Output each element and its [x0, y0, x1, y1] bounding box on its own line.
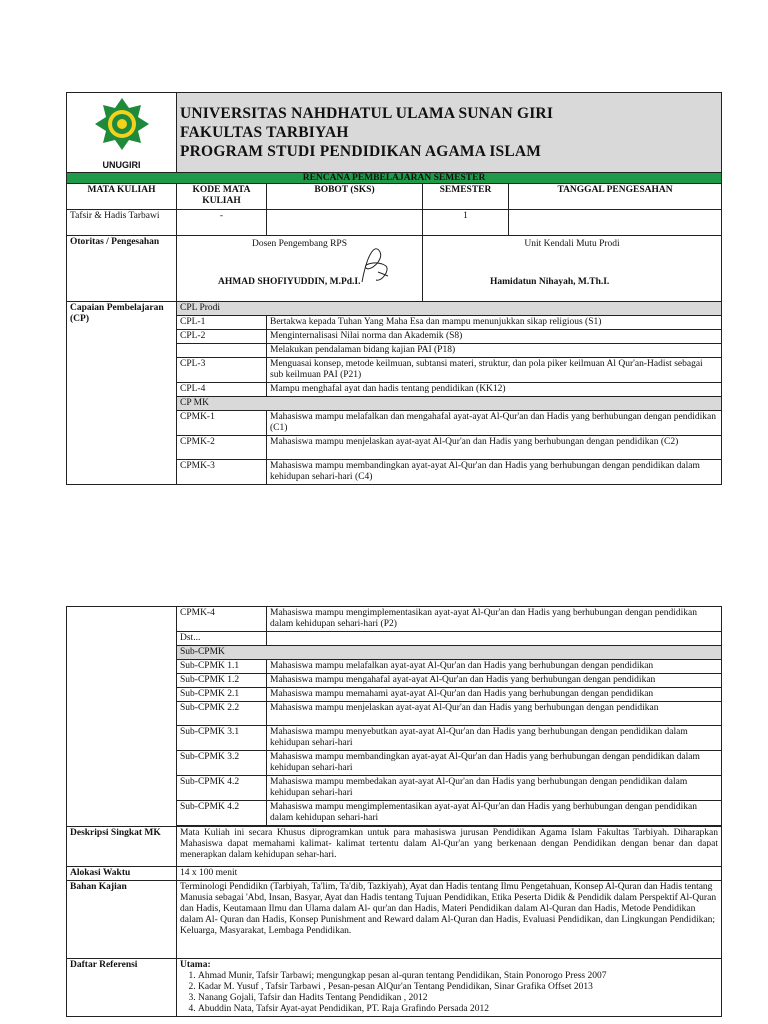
course-weight: [267, 210, 423, 236]
developer-name: AHMAD SHOFIYUDDIN, M.Pd.I.: [218, 277, 361, 287]
qa-cell: [423, 236, 722, 302]
cpl-code: CPL-3: [177, 358, 267, 383]
cpl-code: CPL-4: [177, 383, 267, 397]
time-allocation: 14 x 100 menit: [177, 867, 722, 881]
sub-cpmk-text: Mahasiswa mampu memahami ayat-ayat Al-Qur'an dan Hadis yang berhubungan dengan pendidikan: [267, 688, 722, 702]
course-code: -: [177, 210, 267, 236]
time-label: Alokasi Waktu: [67, 867, 177, 881]
description-label: Deskripsi Singkat MK: [67, 827, 177, 867]
sub-cpmk-code: Sub-CPMK 3.2: [177, 751, 267, 776]
sub-cpmk-text: Mahasiswa mampu melafalkan ayat-ayat Al-Qur'an dan Hadis yang berhubungan dengan pendidikan: [267, 660, 722, 674]
refs-label: Daftar Referensi: [67, 959, 177, 1017]
sub-cpmk-text: Mahasiswa mampu mengimplementasikan ayat-ayat Al-Qur'an dan Hadis yang berhubungan dengan pendidikan dalam kehidupan sehari-hari: [267, 801, 722, 826]
developer-cell: [177, 236, 423, 302]
program-name: PROGRAM STUDI PENDIDIKAN AGAMA ISLAM: [180, 143, 542, 160]
cpl-text: Menginternalisasi Nilai norma dan Akademik (S8): [267, 330, 722, 344]
university-logo-icon: [87, 94, 157, 160]
cpl-code: CPL-2: [177, 330, 267, 344]
list-item: 1. Ahmad Munir, Tafsir Tarbawi; mengungkap pesan al-quran tentang Pendidikan, Stain Ponorogo Press 2007: [198, 971, 718, 982]
cpmk-text: Mahasiswa mampu melafalkan dan mengahafal ayat-ayat Al-Qur'an dan Hadis yang berhubungan dengan pendidikan (C1): [267, 411, 722, 436]
col-weight: BOBOT (SKS): [267, 184, 423, 210]
sub-cpmk-text: Mahasiswa mampu membedakan ayat-ayat Al-Qur'an dan Hadis yang berhubungan dengan pendidikan dalam kehidupan sehari-hari: [267, 776, 722, 801]
cpl-code: CPL-1: [177, 316, 267, 330]
cpmk-code: Dst...: [177, 632, 267, 646]
sub-cpmk-code: Sub-CPMK 4.2: [177, 801, 267, 826]
sub-cpmk-code: Sub-CPMK 4.2: [177, 776, 267, 801]
logo-text: UNUGIRI: [102, 160, 141, 170]
col-semester: SEMESTER: [423, 184, 509, 210]
cpl-text: Mampu menghafal ayat dan hadis tentang pendidikan (KK12): [267, 383, 722, 397]
sub-cpmk-header: Sub-CPMK: [177, 646, 722, 660]
references-cell: [177, 959, 722, 1017]
table-row: [67, 607, 722, 632]
sub-cpmk-text: Mahasiswa mampu menyebutkan ayat-ayat Al-Qur'an dan Hadis yang berhubungan dengan pendidikan dalam kehidupan sehari-hari: [267, 726, 722, 751]
rps-continuation-table: [66, 606, 722, 1017]
sub-cpmk-code: Sub-CPMK 1.1: [177, 660, 267, 674]
logo-cell: [67, 93, 177, 173]
cpmk-header: CP MK: [177, 397, 722, 411]
cpmk-code: CPMK-2: [177, 436, 267, 460]
university-name: UNIVERSITAS NAHDHATUL ULAMA SUNAN GIRI: [180, 105, 554, 122]
study-material: Terminologi Pendidikn (Tarbiyah, Ta'lim, Ta'dib, Tazkiyah), Ayat dan Hadis tentang Ilmu Pengetahuan, Konsep Al-Quran dan Hadis tentang Manusia sebagai 'Abd, Insan, Basyar, Ayat dan Hadis tentang Tujuan Pendidikan, Etika Peserta Didik & Pendidik dalam Perspektif Al-Quran dan Hadis, Keutamaan Ilmu dan Ulama dalam Al- qur'an dan Hadis, Materi Pendidikan dalam Al-Quran dan Hadis, Metode Pendidikan dalam Al- Quran dan Hadis, Konsep Punishment and Reward dalam Al-Quran dan Hadis, Evaluasi Pendidikan, dan Lingkungan Pendidikan; Keluarga, Masyarakat, Lembaga Pendidikan.: [177, 881, 722, 959]
cpl-code: [177, 344, 267, 358]
document-title: RENCANA PEMBELAJARAN SEMESTER: [67, 173, 722, 184]
sub-cpmk-code: Sub-CPMK 3.1: [177, 726, 267, 751]
col-course: MATA KULIAH: [67, 184, 177, 210]
cpl-text: Melakukan pendalaman bidang kajian PAI (P18): [267, 344, 722, 358]
list-item: 3. Nanang Gojali, Tafsir dan Hadits Tentang Pendidikan , 2012: [198, 993, 718, 1004]
sub-cpmk-text: Mahasiswa mampu menjelaskan ayat-ayat Al-Qur'an dan Hadis yang berhubungan dengan pendidikan: [267, 702, 722, 726]
cpl-text: Bertakwa kepada Tuhan Yang Maha Esa dan mampu menunjukkan sikap religious (S1): [267, 316, 722, 330]
course-description: Mata Kuliah ini secara Khusus diprogramkan untuk para mahasiswa jurusan Pendidikan Agama Islam Fakultas Tarbiyah. Diharapkan Mahasiswa dapat memahami kalimat- kalimat tertentu dalam Al-Qur'an yang berkenaan dengan Pendidikan dengan benar dan dapat menerapkan dalam kehidupan sehar-hari.: [177, 827, 722, 867]
list-item: 4. Abuddin Nata, Tafsir Ayat-ayat Pendidikan, PT. Raja Grafindo Persada 2012: [198, 1004, 718, 1015]
cpl-header: CPL Prodi: [177, 302, 722, 316]
authority-label: Otoritas / Pengesahan: [67, 236, 177, 302]
cpmk-code: CPMK-3: [177, 460, 267, 485]
sub-cpmk-text: Mahasiswa mampu membandingkan ayat-ayat Al-Qur'an dan Hadis yang berhubungan dengan pendidikan dalam kehidupan sehari-hari: [267, 751, 722, 776]
outcomes-label: Capaian Pembelajaran (CP): [67, 302, 177, 485]
outcomes-label-continued: [67, 607, 177, 827]
col-date: TANGGAL PENGESAHAN: [509, 184, 722, 210]
cpmk-text: [267, 632, 722, 646]
cpmk-text: Mahasiswa mampu membandingkan ayat-ayat Al-Qur'an dan Hadis yang berhubungan dengan pendidikan dalam kehidupan sehari-hari (C4): [267, 460, 722, 485]
sub-cpmk-text: Mahasiswa mampu mengahafal ayat-ayat Al-Qur'an dan Hadis yang berhubungan dengan pendidikan: [267, 674, 722, 688]
cpl-text: Menguasai konsep, metode keilmuan, subtansi materi, struktur, dan pola piker keilmuan Al Qur'an-Hadist sebagai sub keilmuan PAI (P21): [267, 358, 722, 383]
faculty-name: FAKULTAS TARBIYAH: [180, 124, 349, 141]
sub-cpmk-code: Sub-CPMK 1.2: [177, 674, 267, 688]
cpmk-text: Mahasiswa mampu mengimplementasikan ayat-ayat Al-Qur'an dan Hadis yang berhubungan dengan pendidikan dalam kehidupan sehari-hari (P2): [267, 607, 722, 632]
course-name: Tafsir & Hadis Tarbawi: [67, 210, 177, 236]
reference-list: [180, 971, 718, 1015]
rps-header-table: [66, 92, 722, 485]
col-code: KODE MATA KULIAH: [177, 184, 267, 210]
institution-header: [177, 93, 722, 173]
signature-icon: [358, 242, 392, 288]
sub-cpmk-code: Sub-CPMK 2.1: [177, 688, 267, 702]
material-label: Bahan Kajian: [67, 881, 177, 959]
qa-role: Unit Kendali Mutu Prodi: [524, 239, 620, 249]
course-date: [509, 210, 722, 236]
developer-role: Dosen Pengembang RPS: [252, 239, 347, 249]
cpmk-text: Mahasiswa mampu menjelaskan ayat-ayat Al-Qur'an dan Hadis yang berhubungan dengan pendidikan (C2): [267, 436, 722, 460]
qa-name: Hamidatun Nihayah, M.Th.I.: [490, 277, 610, 287]
sub-cpmk-code: Sub-CPMK 2.2: [177, 702, 267, 726]
list-item: 2. Kadar M. Yusuf , Tafsir Tarbawi , Pesan-pesan AlQur'an Tentang Pendidikan, Sinar Grafika Offset 2013: [198, 982, 718, 993]
refs-main-label: Utama:: [180, 960, 211, 970]
cpmk-code: CPMK-4: [177, 607, 267, 632]
cpmk-code: CPMK-1: [177, 411, 267, 436]
course-semester: 1: [423, 210, 509, 236]
